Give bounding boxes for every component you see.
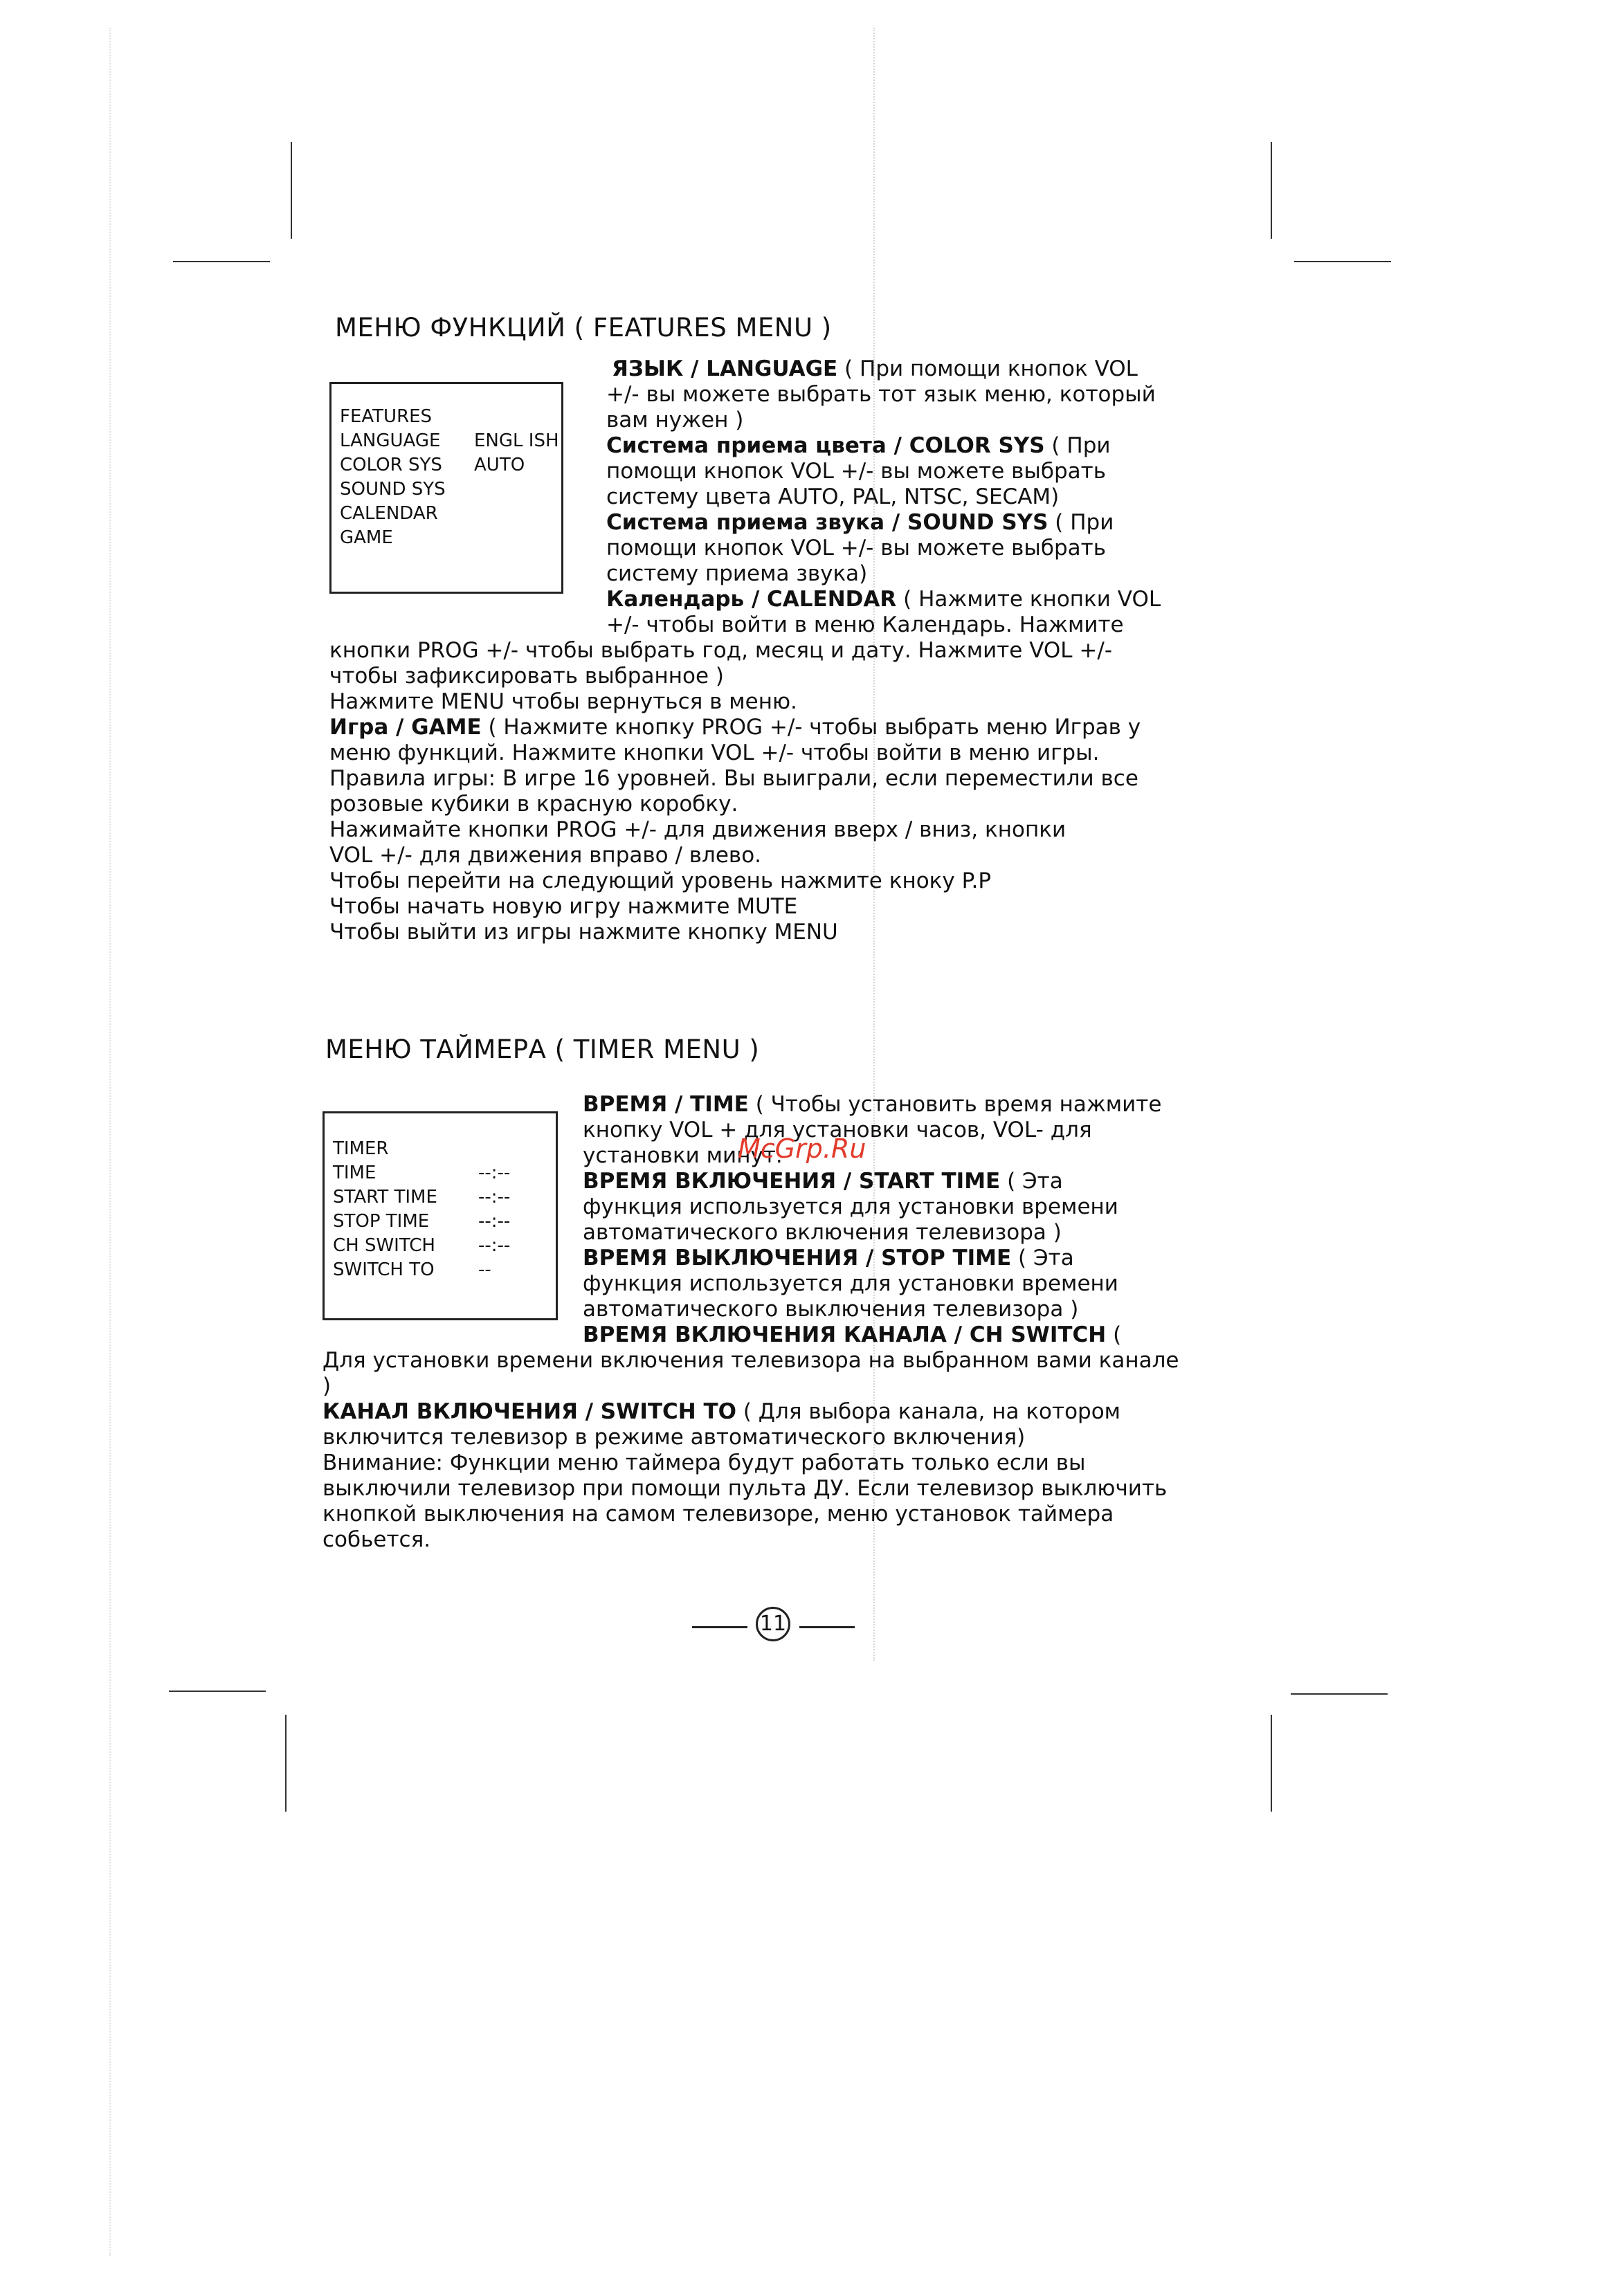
line-text: чтобы зафиксировать выбранное ) <box>329 664 724 689</box>
term-label: ВРЕМЯ ВКЛЮЧЕНИЯ / START TIME <box>583 1169 1001 1194</box>
osd-row: STOP TIME --:-- <box>333 1211 511 1232</box>
term-label: ВРЕМЯ ВЫКЛЮЧЕНИЯ / STOP TIME <box>583 1246 1012 1270</box>
line-text: ( При <box>1048 510 1114 535</box>
text-line <box>323 1502 1114 1527</box>
text-line <box>583 1246 1074 1271</box>
text-line <box>583 1271 1118 1297</box>
text-line <box>329 715 1141 740</box>
term-label: Игра / GAME <box>329 715 482 740</box>
crop-mark <box>291 142 292 239</box>
line-text: Чтобы перейти на следующий уровень нажмите кноку P.P <box>329 868 992 893</box>
line-text: установки минут. <box>583 1143 783 1168</box>
osd-row: TIME --:-- <box>333 1163 511 1183</box>
text-line <box>329 894 797 920</box>
line-text: ( При <box>1044 433 1111 458</box>
crop-mark <box>173 261 270 262</box>
term-label: ВРЕМЯ / TIME <box>583 1092 749 1117</box>
line-text: функция используется для установки времени <box>583 1271 1118 1296</box>
text-line <box>323 1425 1025 1450</box>
line-text: Для установки времени включения телевизора на выбранном вами канале <box>323 1348 1179 1373</box>
line-text: включится телевизор в режиме автоматического включения) <box>323 1425 1026 1450</box>
osd-row: SOUND SYS <box>340 479 446 500</box>
text-line <box>329 792 738 817</box>
text-line <box>329 817 1066 843</box>
line-text: ( Нажмите кнопку PROG +/- чтобы выбрать меню Играв у <box>481 715 1141 740</box>
line-text: ( Эта <box>1000 1169 1063 1194</box>
line-text: автоматического выключения телевизора ) <box>583 1297 1079 1322</box>
page-edge-dots <box>109 28 111 2256</box>
line-text: кнопки PROG +/- чтобы выбрать год, месяц и дату. Нажмите VOL +/- <box>329 638 1113 663</box>
term-label: КАНАЛ ВКЛЮЧЕНИЯ / SWITCH TO <box>323 1399 736 1424</box>
text-line <box>583 1092 1161 1118</box>
crop-mark <box>1294 261 1391 262</box>
term-label: Система приема звука / SOUND SYS <box>606 510 1048 535</box>
line-text: систему приема звука) <box>606 561 868 586</box>
osd-title: TIMER <box>333 1138 389 1159</box>
features-osd-box <box>329 382 563 594</box>
line-text: кнопку VOL + для установки часов, VOL- для <box>583 1118 1092 1142</box>
text-line <box>606 433 1111 459</box>
text-line <box>329 740 1099 766</box>
text-line <box>606 382 1156 408</box>
text-line <box>323 1527 430 1553</box>
text-line <box>583 1322 1121 1348</box>
watermark: McGrp.Ru <box>738 1133 866 1164</box>
line-text: Чтобы начать новую игру нажмите MUTE <box>329 894 798 919</box>
text-line <box>612 356 1138 382</box>
text-line <box>323 1374 331 1399</box>
text-line <box>606 459 1106 484</box>
term-label: ВРЕМЯ ВКЛЮЧЕНИЯ КАНАЛА / CH SWITCH <box>583 1322 1107 1347</box>
text-line <box>583 1169 1063 1194</box>
line-text: выключили телевизор при помощи пульта ДУ. Если телевизор выключить <box>323 1476 1168 1501</box>
osd-row: CH SWITCH --:-- <box>333 1235 511 1256</box>
text-line <box>329 689 797 715</box>
crop-mark <box>1271 1715 1272 1812</box>
term-label: ЯЗЫК / LANGUAGE <box>612 356 838 381</box>
osd-row: GAME <box>340 527 393 548</box>
text-line <box>606 484 1059 510</box>
line-text: розовые кубики в красную коробку. <box>329 792 738 817</box>
line-text: систему цвета AUTO, PAL, NTSC, SECAM) <box>606 484 1060 509</box>
timer-heading: МЕНЮ ТАЙМЕРА ( TIMER MENU ) <box>325 1035 760 1064</box>
osd-row: CALENDAR <box>340 503 438 524</box>
line-text: вам нужен ) <box>606 408 744 432</box>
text-line <box>606 510 1114 536</box>
text-line <box>606 408 743 433</box>
line-text: ( При помощи кнопок VOL <box>837 356 1138 381</box>
text-line <box>583 1194 1118 1220</box>
page-number-circle: 11 <box>756 1607 790 1641</box>
crop-mark <box>285 1715 287 1812</box>
osd-row: COLOR SYS AUTO <box>340 455 525 475</box>
text-line <box>323 1399 1120 1425</box>
line-text: ( <box>1106 1322 1122 1347</box>
line-text: помощи кнопок VOL +/- вы можете выбрать <box>606 536 1107 561</box>
line-text: +/- вы можете выбрать тот язык меню, который <box>606 382 1156 407</box>
osd-row: LANGUAGE ENGL ISH <box>340 430 559 451</box>
text-line <box>329 920 838 945</box>
line-text: ) <box>323 1374 332 1398</box>
text-line <box>606 587 1161 612</box>
crop-mark <box>169 1691 266 1692</box>
term-label: Система приема цвета / COLOR SYS <box>606 433 1045 458</box>
timer-osd-box <box>323 1111 558 1320</box>
line-text: Нажимайте кнопки PROG +/- для движения вверх / вниз, кнопки <box>329 817 1066 842</box>
line-text: собьется. <box>323 1527 431 1552</box>
line-text: Чтобы выйти из игры нажмите кнопку MENU <box>329 920 838 945</box>
page-number-dash <box>692 1626 747 1628</box>
text-line <box>329 664 724 689</box>
line-text: функция используется для установки времени <box>583 1194 1118 1219</box>
osd-title: FEATURES <box>340 406 433 427</box>
text-line <box>323 1450 1085 1476</box>
text-line <box>606 561 867 587</box>
page-number-dash <box>799 1626 855 1628</box>
line-text: ( Эта <box>1011 1246 1074 1270</box>
text-line <box>329 868 991 894</box>
text-line <box>606 536 1106 561</box>
text-line <box>583 1297 1078 1322</box>
text-line <box>329 766 1138 792</box>
line-text: Нажмите MENU чтобы вернуться в меню. <box>329 689 797 714</box>
text-line <box>323 1476 1167 1502</box>
line-text: Внимание: Функции меню таймера будут работать только если вы <box>323 1450 1086 1475</box>
text-line <box>329 638 1112 664</box>
line-text: VOL +/- для движения вправо / влево. <box>329 843 762 868</box>
line-text: ( Для выбора канала, на котором <box>736 1399 1121 1424</box>
line-text: ( Нажмите кнопки VOL <box>896 587 1161 612</box>
osd-row: SWITCH TO -- <box>333 1259 491 1280</box>
line-text: меню функций. Нажмите кнопки VOL +/- чтобы войти в меню игры. <box>329 740 1100 765</box>
line-text: ( Чтобы установить время нажмите <box>748 1092 1162 1117</box>
osd-row: START TIME --:-- <box>333 1187 511 1208</box>
page-number <box>692 1604 858 1646</box>
crop-mark <box>1271 142 1272 239</box>
features-heading: МЕНЮ ФУНКЦИЙ ( FEATURES MENU ) <box>335 313 832 343</box>
line-text: Правила игры: В игре 16 уровней. Вы выиграли, если переместили все <box>329 766 1138 791</box>
text-line <box>606 612 1124 638</box>
text-line <box>583 1220 1062 1246</box>
line-text: кнопкой выключения на самом телевизоре, меню установок таймера <box>323 1502 1114 1527</box>
line-text: помощи кнопок VOL +/- вы можете выбрать <box>606 459 1107 484</box>
text-line <box>329 843 761 868</box>
line-text: +/- чтобы войти в меню Календарь. Нажмите <box>606 612 1124 637</box>
line-text: автоматического включения телевизора ) <box>583 1220 1062 1245</box>
text-line <box>323 1348 1179 1374</box>
crop-mark <box>1291 1693 1388 1695</box>
term-label: Календарь / CALENDAR <box>606 587 897 612</box>
